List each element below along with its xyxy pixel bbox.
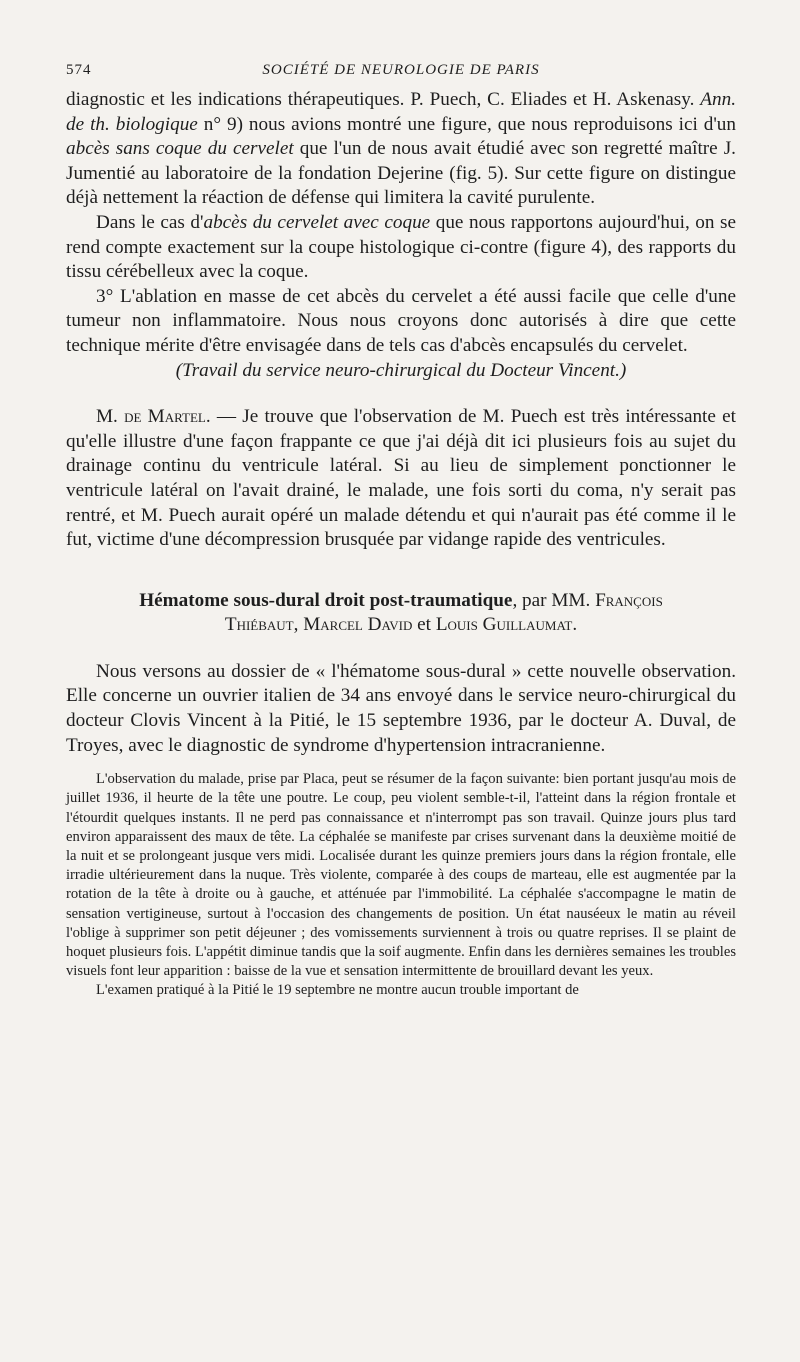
source-note: (Travail du service neuro-chirurgical du Docteur Vincent.) <box>175 359 627 381</box>
running-title: SOCIÉTÉ DE NEUROLOGIE DE PARIS <box>262 62 540 78</box>
page-header <box>66 62 736 88</box>
page-number: 574 <box>66 62 92 78</box>
title-bold: Hématome sous-dural droit post-traumatique <box>139 589 513 611</box>
paragraph-1: diagnostic et les indications thérapeutiques. P. Puech, C. Eliades et H. Askenasy. Ann. de th. biologique n° 9) nous avions montré une figure, que nous reproduisons ici d'un abcès sans coque du cervelet que l'un de nous avait étudié avec son regretté maître J. Jumentié au laboratoire de la fondation Dejerine (fig. 5). Sur cette figure on distingue déjà nettement la réaction de défense qui limitera la cavité purulente. <box>66 89 736 209</box>
paragraph-3: 3° L'ablation en masse de cet abcès du cervelet a été aussi facile que celle d'une tumeur non inflammatoire. Nous nous croyons donc autorisés à dire que cette technique mérite d'être envisagée dans de tels cas d'abcès encapsulés du cervelet. <box>66 285 736 356</box>
article-title: Hématome sous-dural droit post-traumatique, par MM. François Thiébaut, Marcel David et Louis Guillaumat. <box>139 589 663 636</box>
document-page <box>66 62 736 1001</box>
main-text <box>66 88 736 553</box>
small-paragraph-1: L'observation du malade, prise par Placa, peut se résumer de la façon suivante: bien portant jusqu'au mois de juillet 1936, il heurte de la tête une poutre. Le coup, peu violent semble-t-il, l'atteint dans la région frontale et l'étourdit quelques instants. Il ne perd pas connaissance et n'interrompt pas son travail. Quinze jours plus tard environ apparaissent des maux de tête. La céphalée se manifeste par crises survenant dans la deuxième moitié de la nuit et se prolongeant jusque vers midi. Localisée durant les quinze premiers jours dans la région frontale, elle irradie ultérieurement dans la nuque. Très violente, comparée à des coups de marteau, elle est augmentée par la rotation de la tête à droite ou à gauche, et atténuée par l'immobilité. La céphalée s'accompagne le matin de sensation vertigineuse, surtout à l'occasion des changements de position. Un état nauséeux le matin au réveil l'oblige à supprimer son petit déjeuner ; des vomissements surviennent à trois ou quatre reprises. Il se plaint de hoquet plusieurs fois. L'appétit diminue tandis que la soif augmente. Enfin dans les dernières semaines les troubles visuels font leur apparition : baisse de la vue et sensation intermittente de brouillard devant les yeux. <box>66 771 736 980</box>
paragraph-2: Dans le cas d'abcès du cervelet avec coque que nous rapportons aujourd'hui, on se rend compte exactement sur la coupe histologique ci-contre (figure 4), des rapports du tissu cérébelleux avec la coque. <box>66 211 737 283</box>
small-print-observation <box>66 770 736 1000</box>
paragraph-intro: Nous versons au dossier de « l'hématome sous-dural » cette nouvelle observation. Elle concerne un ouvrier italien de 34 ans envoyé dans le service neuro-chirurgical du docteur Clovis Vincent à la Pitié, le 15 septembre 1936, par le docteur A. Duval, de Troyes, avec le diagnostic de syndrome d'hypertension intracranienne. <box>66 660 736 756</box>
small-paragraph-2: L'examen pratiqué à la Pitié le 19 septembre ne montre aucun trouble important de <box>96 982 579 999</box>
paragraph-discussion: M. de Martel. — Je trouve que l'observation de M. Puech est très intéressante et qu'elle illustre d'une façon frappante ce que j'ai déjà dit ici plusieurs fois au sujet du drainage continu du ventricule latéral. Si au lieu de simplement ponctionner le ventricule latéral on l'avait drainé, le malade, une fois sorti du coma, n'y serait pas rentré, et M. Puech aurait opéré un malade détendu et qui n'aurait pas été comme il le fut, victime d'une décompression brusquée par vidange rapide des ventricules. <box>66 406 736 551</box>
speaker-name: M. de Martel. <box>96 406 211 428</box>
